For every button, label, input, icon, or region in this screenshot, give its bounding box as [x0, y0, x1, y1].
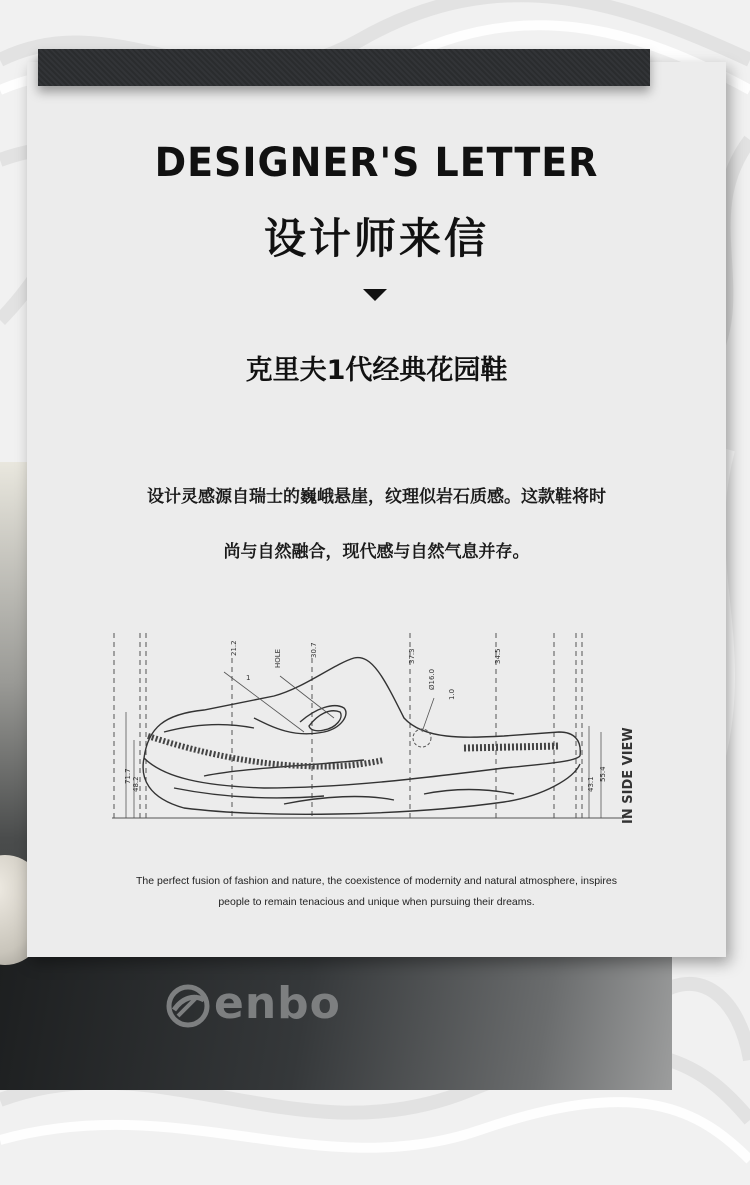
dim-left-2: 48.2 — [132, 776, 140, 792]
dim-detail-1: Ø16.0 — [428, 668, 436, 690]
shoe-technical-drawing — [104, 628, 644, 828]
dim-detail-3: 1 — [246, 674, 251, 682]
brand-name: enbo — [214, 978, 341, 1029]
caption-line-1: The perfect fusion of fashion and nature, the coexistence of modernity and natural atmosphere, inspires — [136, 875, 617, 887]
side-view-label — [612, 726, 642, 826]
side-view-text: IN SIDE VIEW — [621, 727, 636, 824]
product-name: 克里夫1代经典花园鞋 — [245, 355, 508, 386]
description-line-2: 尚与自然融合，现代感与自然气息并存。 — [223, 542, 530, 562]
dim-top-1: 21.2 — [230, 640, 238, 656]
title-chinese: 设计师来信 — [263, 214, 489, 263]
dim-top-3: 37.3 — [408, 648, 416, 664]
caption-line-2: people to remain tenacious and unique when pursuing their dreams. — [218, 896, 535, 908]
dim-right-2: 55.4 — [599, 766, 607, 782]
dim-detail-2: 1.0 — [448, 688, 456, 700]
dim-top-4: 34.5 — [494, 648, 502, 664]
description-line-1: 设计灵感源自瑞士的巍峨悬崖，纹理似岩石质感。这款鞋将时 — [147, 487, 606, 507]
header-bar — [38, 49, 650, 86]
down-triangle-icon — [363, 289, 387, 301]
hole-label: HOLE — [274, 648, 282, 668]
title-english: DESIGNER'S LETTER — [154, 140, 599, 186]
dim-top-2: 30.7 — [310, 642, 318, 658]
dim-right-1: 43.1 — [587, 776, 595, 792]
dim-left-1: 71.7 — [124, 768, 132, 784]
